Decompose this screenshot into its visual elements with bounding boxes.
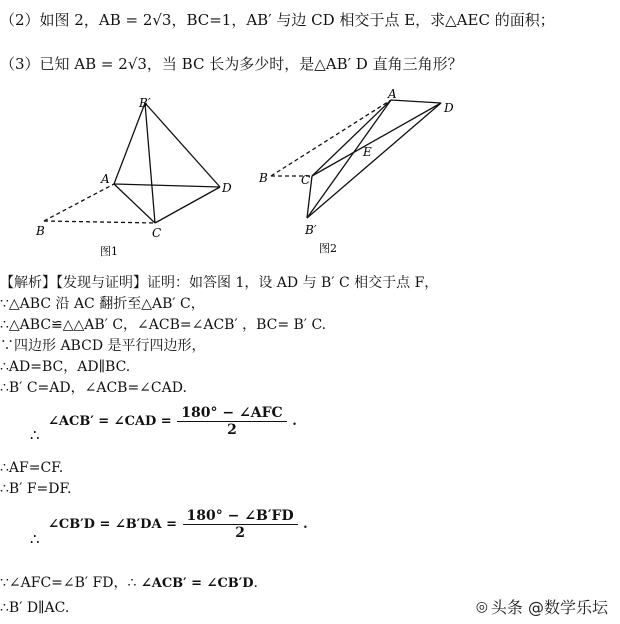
watermark-text: 头条 @数学乐坛 [490, 598, 608, 617]
edge-b-c [44, 221, 155, 223]
label-bp: B′ [139, 96, 151, 110]
solution-line-6: ∴B′ C=AD，∠ACB=∠CAD. [0, 380, 187, 396]
formula-1-period: . [292, 414, 297, 429]
solution-line-3: ∴△ABC≌△△AB′ C，∠ACB=∠ACB′ ，BC= B′ C. [0, 317, 327, 333]
formula-1-denominator: 2 [227, 422, 237, 438]
question-3: （3）已知 AB = 2√3，当 BC 长为多少时，是△AB′ D 直角三角形？ [0, 55, 463, 73]
edge-a-c [114, 184, 155, 223]
formula-1-lhs: ∠ACB′ = ∠CAD = [48, 414, 172, 429]
label-e: E [363, 145, 372, 159]
label-a: A [101, 172, 110, 186]
formula-2-denominator: 2 [235, 525, 245, 541]
edge-bp-d [145, 103, 220, 187]
label-d: D [444, 101, 454, 115]
watermark [476, 595, 608, 618]
solution-line-10: ∴B′ D∥AC. [0, 600, 70, 616]
edge-bp-c [145, 103, 155, 223]
edge-bp-a [114, 103, 145, 184]
edge-a-d [114, 184, 220, 187]
label-a: A [388, 88, 397, 101]
label-d: D [222, 181, 232, 195]
edge-a-d [391, 100, 441, 103]
formula-2-numerator: 180° − ∠B′FD [183, 508, 298, 525]
edge-a-bp [307, 100, 391, 218]
formula-1-fraction [177, 405, 286, 438]
formula-1 [48, 405, 297, 438]
label-bp: B′ [305, 223, 317, 237]
label-b: B [36, 224, 45, 238]
figure-2 [255, 88, 465, 258]
solution-line-1: 【解析】【发现与证明】证明：如答图 1，设 AD 与 B′ C 相交于点 F， [0, 275, 439, 291]
formula-1-numerator: 180° − ∠AFC [177, 405, 286, 422]
line-9-formula: ∠ACB′ = ∠CB′D [140, 576, 254, 591]
fig1-caption: 图1 [100, 245, 118, 258]
edge-d-bp [307, 103, 441, 218]
figure-1 [30, 95, 240, 260]
solution-line-4: ∵四边形 ABCD 是平行四边形， [0, 338, 206, 354]
label-c: C [301, 173, 311, 187]
label-b: B [259, 171, 268, 185]
formula-2-period: . [303, 517, 308, 532]
solution-line-9 [0, 572, 258, 592]
camera-icon: ◎ [475, 598, 488, 615]
formula-2-fraction [183, 508, 298, 541]
solution-line-8: ∴B′ F=DF. [0, 481, 72, 497]
edge-b-a [44, 184, 114, 221]
therefore-symbol: ∴ [30, 530, 40, 548]
edge-d-c [155, 187, 220, 223]
fig2-caption: 图2 [319, 242, 337, 255]
line-9-period: . [253, 575, 258, 591]
question-2: （2）如图 2，AB = 2√3，BC=1，AB′ 与边 CD 相交于点 E，求△AEC 的面积； [0, 11, 555, 29]
solution-line-7: ∴AF=CF. [0, 460, 64, 476]
formula-2 [48, 508, 308, 541]
solution-line-2: ∵△ABC 沿 AC 翻折至△AB′ C， [0, 296, 205, 312]
formula-2-lhs: ∠CB′D = ∠B′DA = [48, 517, 177, 532]
solution-line-5: ∴AD=BC，AD∥BC. [0, 359, 131, 375]
line-9-text: ∵∠AFC=∠B′ FD，∴ [0, 575, 137, 591]
label-c: C [152, 226, 162, 240]
therefore-symbol: ∴ [30, 426, 40, 444]
